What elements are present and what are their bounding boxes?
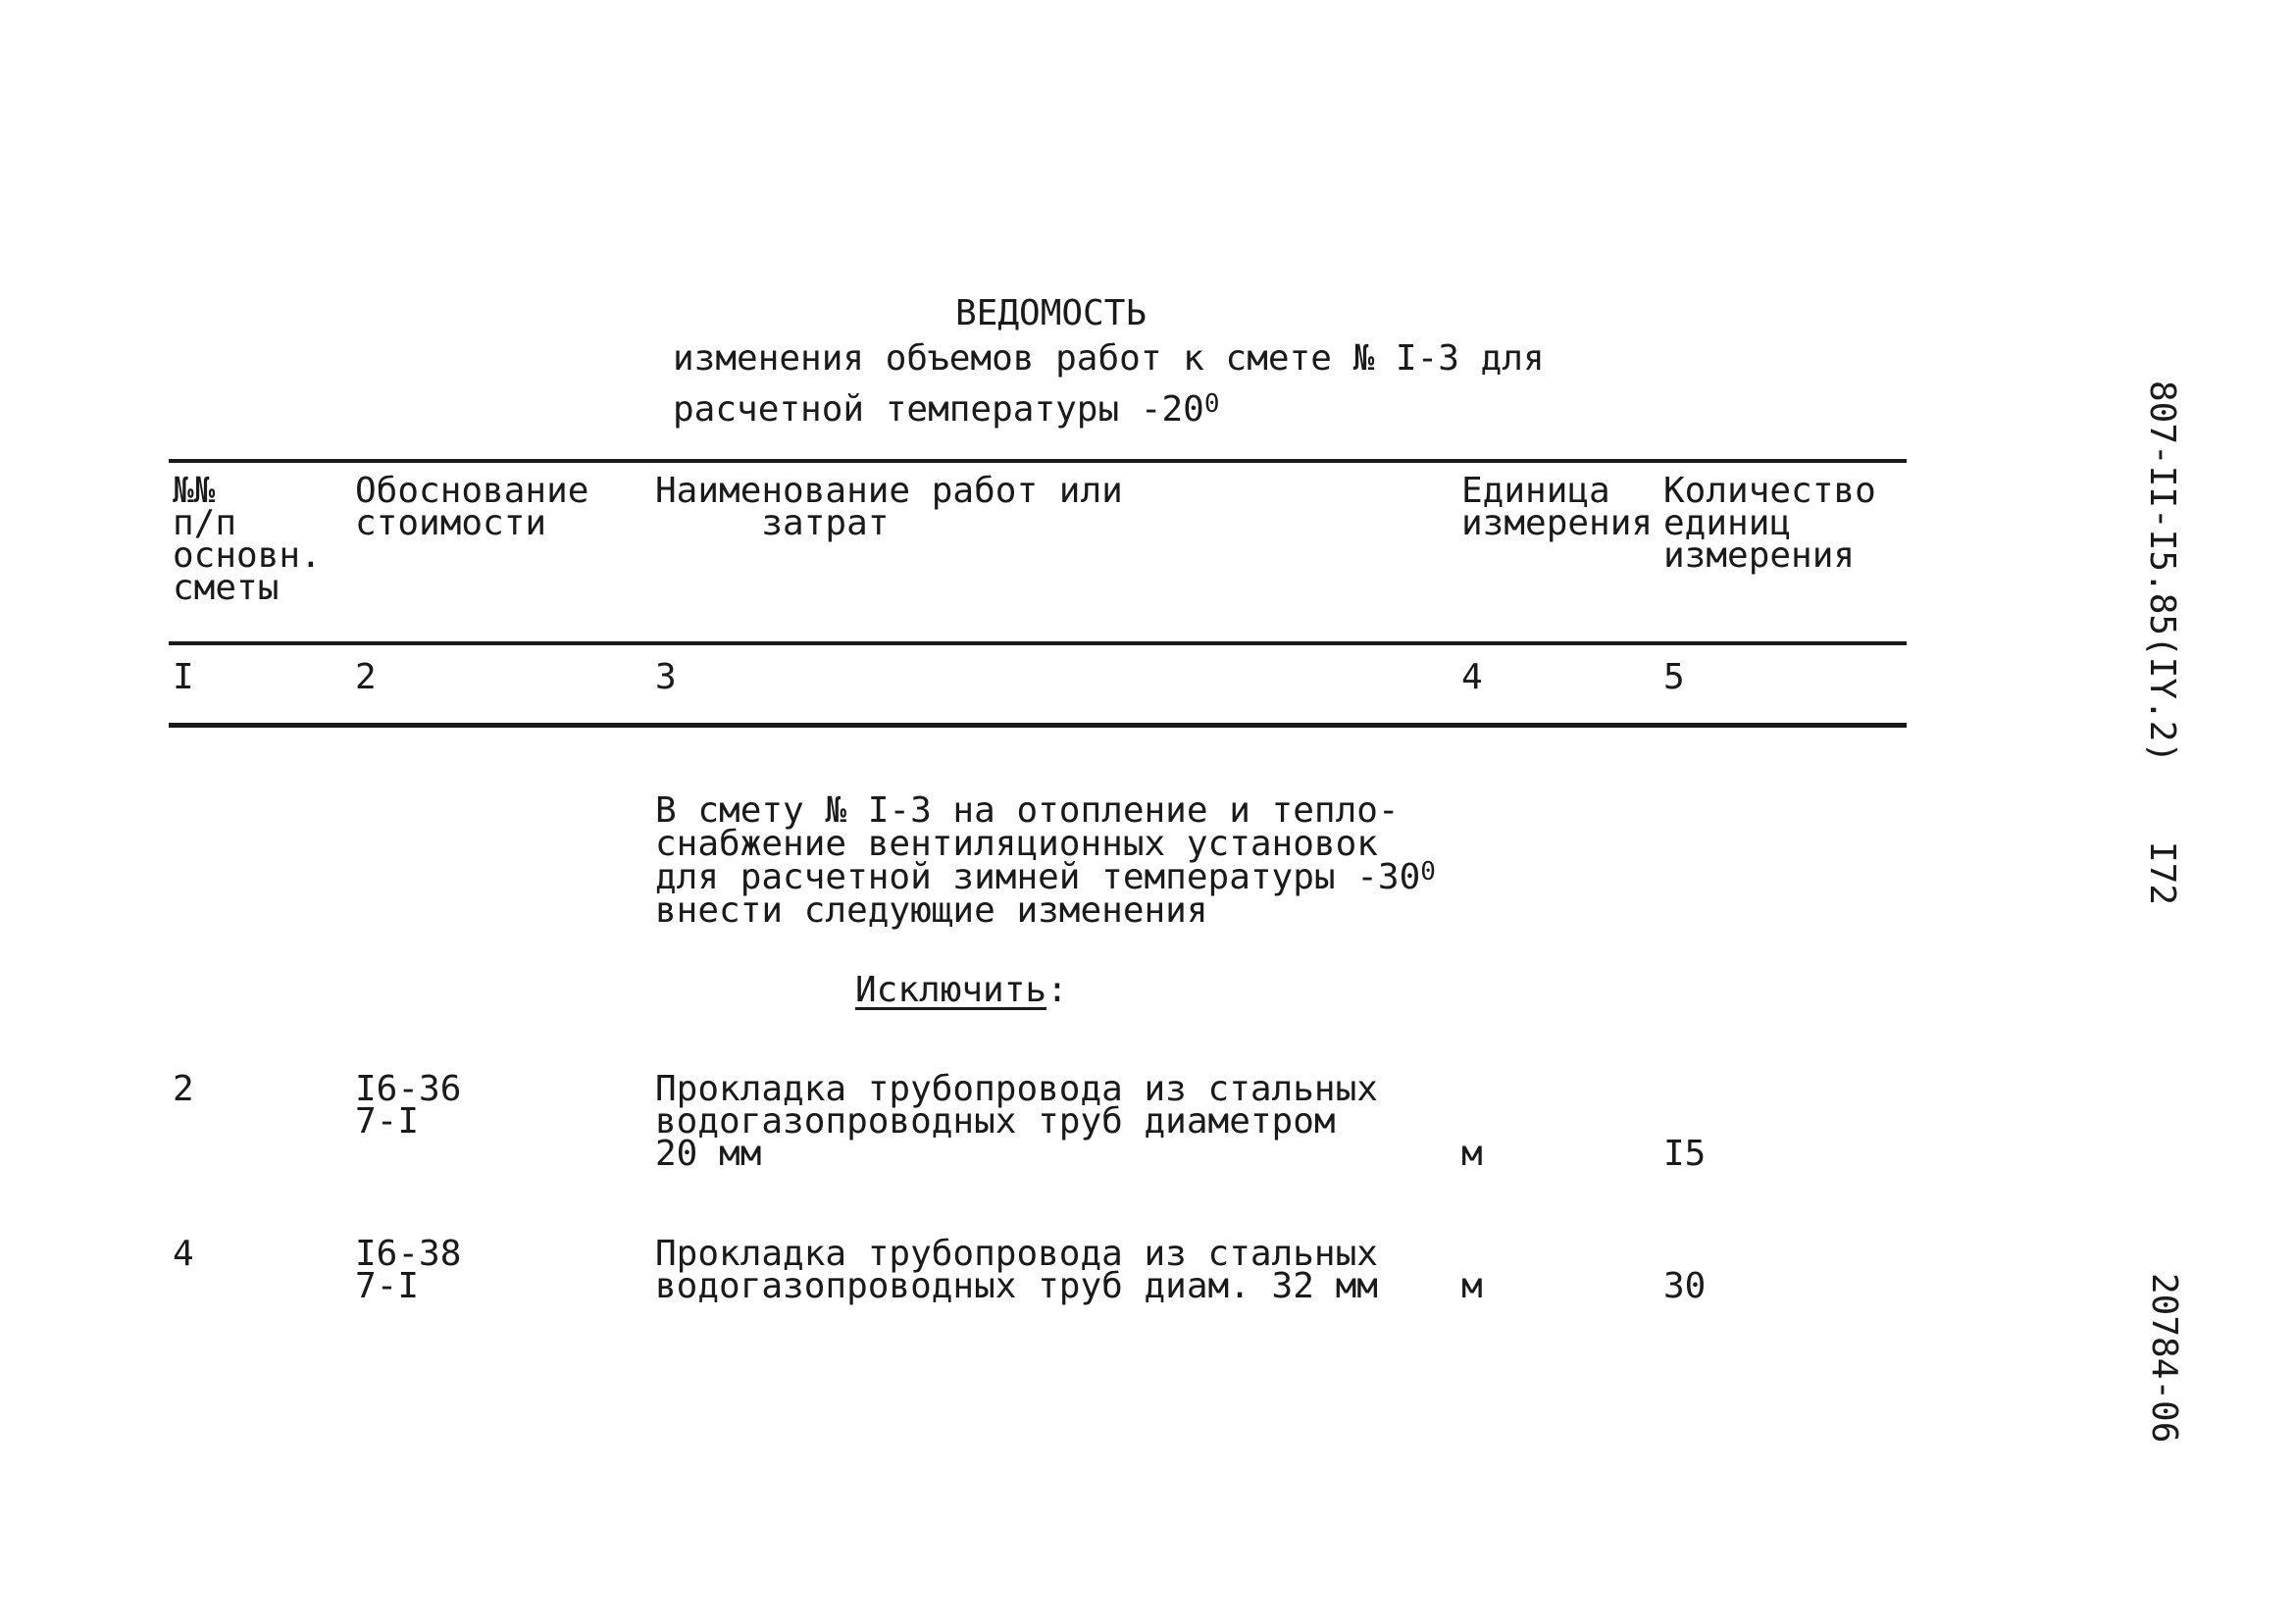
row-basis: I6-36 7-I xyxy=(355,1069,462,1142)
row-number: 4 xyxy=(173,1234,194,1274)
table-colnum-rule xyxy=(169,723,1907,728)
row-name: Прокладка трубопровода из стальных водогазопроводных труб диаметром 20 мм xyxy=(655,1069,1378,1174)
column-number: 5 xyxy=(1663,657,1685,697)
subtitle-text: расчетной температуры -20 xyxy=(673,389,1204,430)
intro-note-end: внести следующие изменения xyxy=(655,890,1208,931)
page-number: I72 xyxy=(2142,841,2182,906)
document-subtitle-line1: изменения объемов работ к смете № I-3 для xyxy=(673,338,1545,379)
document-code: 807-II-I5.85(IY.2) xyxy=(2142,381,2182,764)
header-cell-quantity: Количество единиц измерения xyxy=(1663,471,1876,576)
row-unit: м xyxy=(1461,1266,1483,1306)
header-cell-name: Наименование работ или затрат xyxy=(655,471,1123,543)
intro-note xyxy=(655,790,1436,931)
row-basis: I6-38 7-I xyxy=(355,1234,462,1306)
column-number: 3 xyxy=(655,657,677,697)
row-quantity: 30 xyxy=(1663,1266,1707,1306)
document-subtitle-line2 xyxy=(673,389,1220,430)
section-label xyxy=(855,970,1068,1010)
column-number: I xyxy=(173,657,194,697)
degree-sign: 0 xyxy=(1420,857,1436,887)
row-name: Прокладка трубопровода из стальных водогазопроводных труб диам. 32 мм xyxy=(655,1234,1378,1306)
column-number: 4 xyxy=(1461,657,1483,697)
intro-note-text: В смету № I-3 на отопление и тепло- снабжение вентиляционных установок для расчетной зимней температуры -30 xyxy=(655,790,1421,897)
table-header-rule xyxy=(169,641,1907,645)
column-number: 2 xyxy=(355,657,377,697)
header-cell-unit: Единица измерения xyxy=(1461,471,1654,543)
row-quantity: I5 xyxy=(1663,1134,1707,1174)
inventory-number: 20784-06 xyxy=(2144,1273,2184,1444)
row-unit: м xyxy=(1461,1134,1483,1174)
table-top-rule xyxy=(169,459,1907,463)
header-cell-basis: Обоснование стоимости xyxy=(355,471,589,543)
section-label-colon: : xyxy=(1046,970,1068,1010)
row-number: 2 xyxy=(173,1069,194,1109)
section-label-text: Исключить xyxy=(855,970,1047,1010)
header-cell-number: №№ п/п основн. сметы xyxy=(173,471,322,608)
document-title: ВЕДОМОСТЬ xyxy=(955,293,1148,333)
degree-sign: 0 xyxy=(1203,389,1220,419)
